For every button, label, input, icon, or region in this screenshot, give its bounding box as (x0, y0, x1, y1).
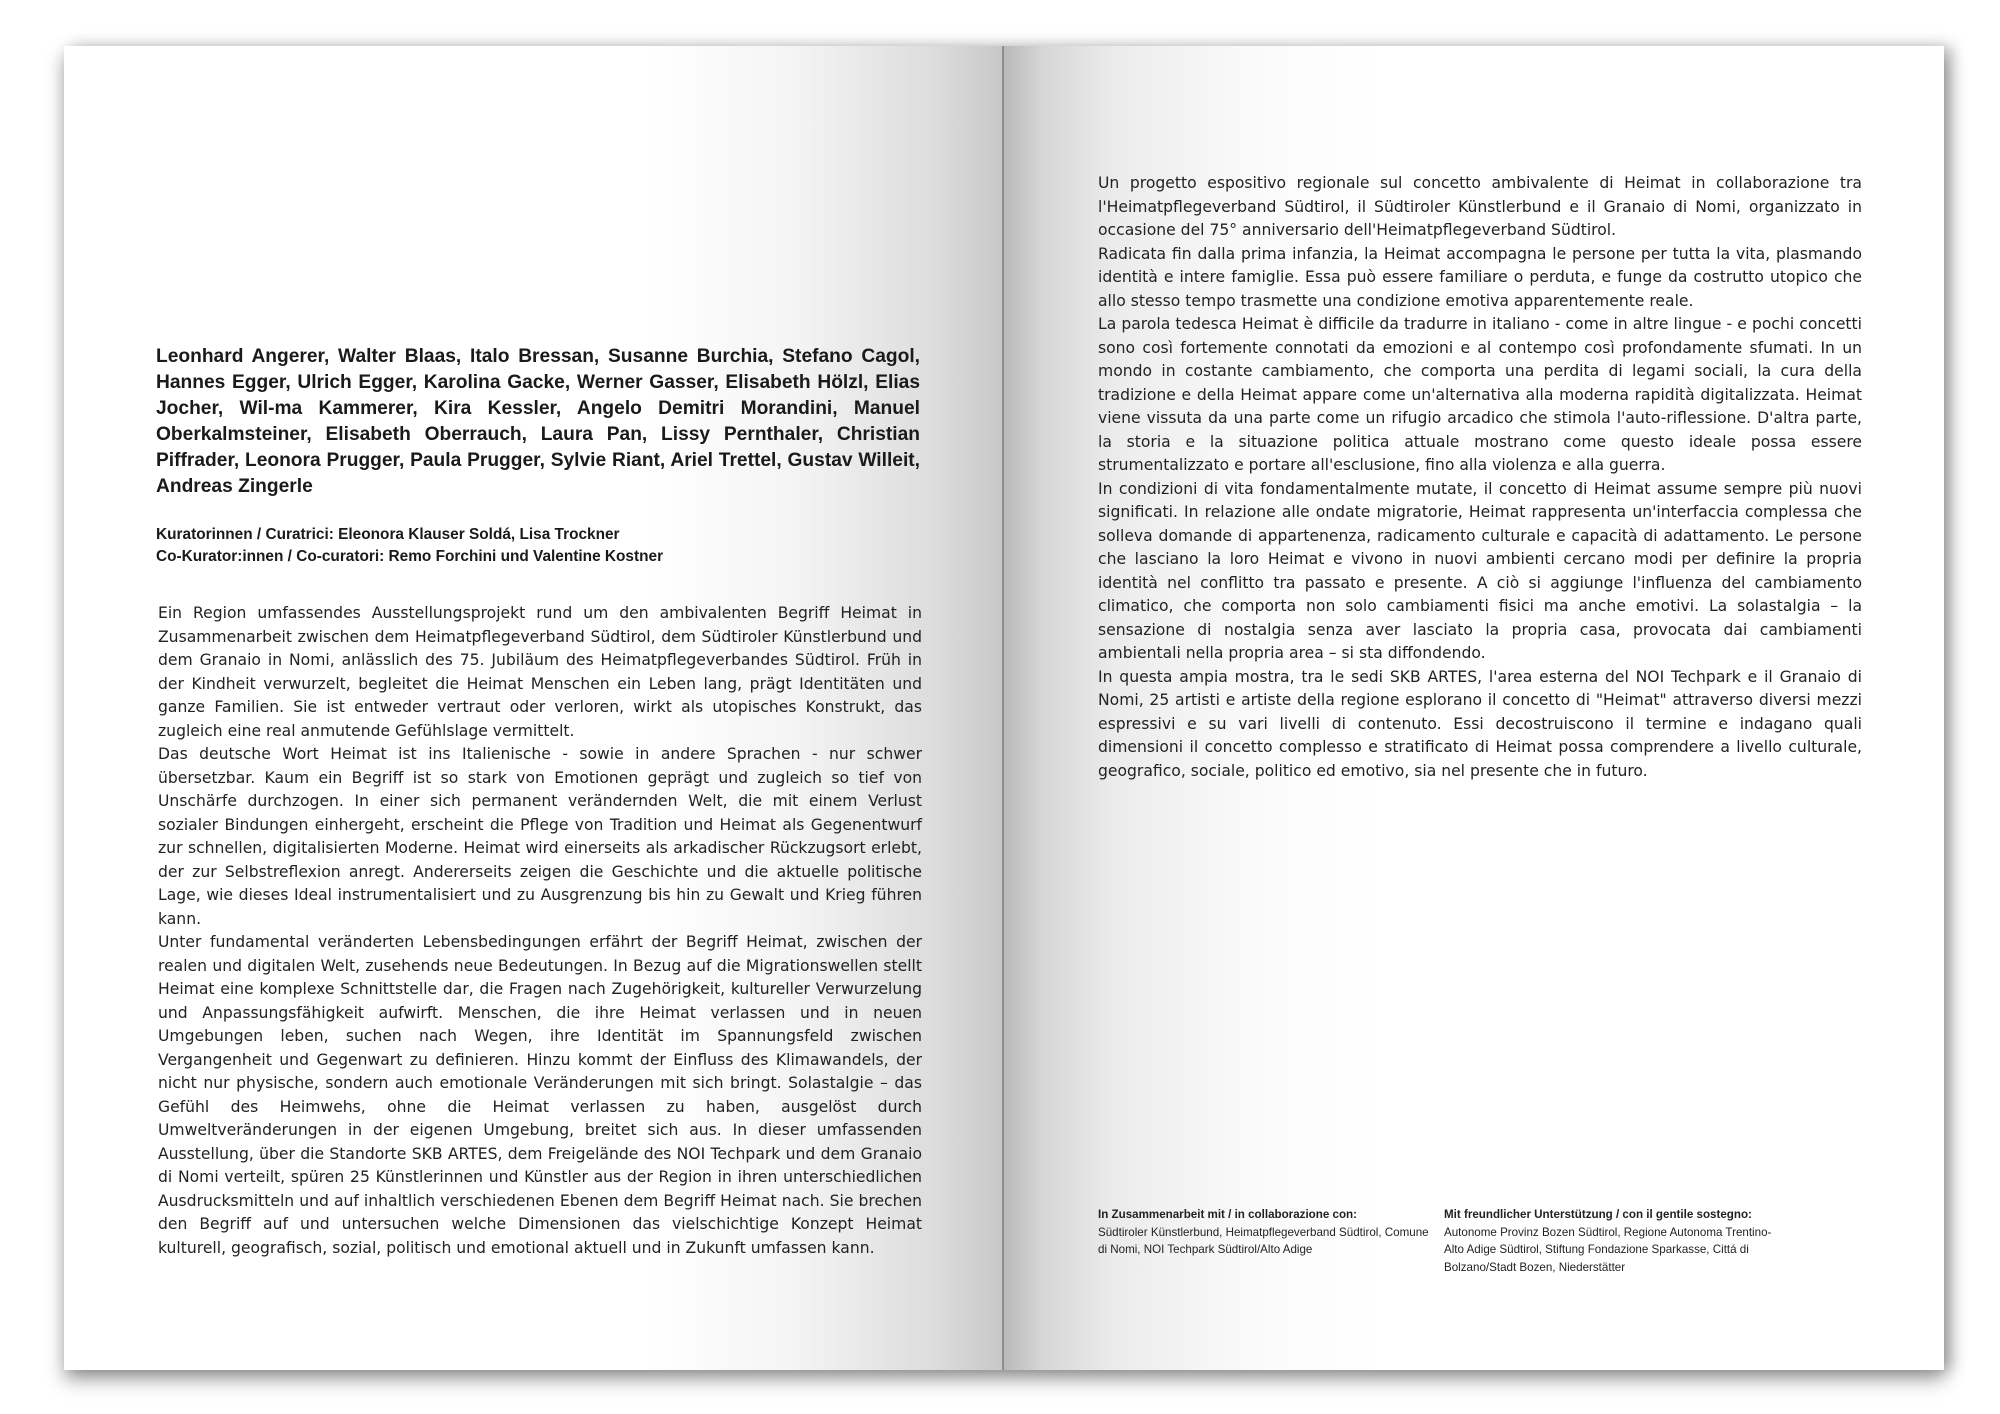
italian-paragraph: Un progetto espositivo regionale sul concetto ambivalente di Heimat in collaborazione tra l'Heimatpflegeverband Südtirol, il Südtiroler Künstlerbund e il Granaio di Nomi, organizzato in occasione del 75° anniversario dell'Heimatpflegeverband Südtirol. (1098, 174, 1862, 239)
support-credits (1444, 1206, 1784, 1276)
collaboration-heading: In Zusammenarbeit mit / in collaborazione con: (1098, 1208, 1357, 1221)
curators-line: Kuratorinnen / Curatrici: Eleonora Klauser Soldá, Lisa Trockner (156, 526, 620, 543)
italian-paragraph: Radicata fin dalla prima infanzia, la Heimat accompagna le persone per tutta la vita, plasmando identità e intere famiglie. Essa può essere familiare o perduta, e funge da costrutto utopico che allo stesso tempo trasmette una condizione emotiva apparentemente reale. (1098, 244, 1862, 310)
collaboration-credits (1098, 1206, 1438, 1259)
german-paragraph: Unter fundamental veränderten Lebensbedingungen erfährt der Begriff Heimat, zwischen der realen und digitalen Welt, zusehends neue Bedeutungen. In Bezug auf die Migrationswellen stellt Heimat eine komplexe Schnittstelle dar, die Fragen nach Zugehörigkeit, kultureller Verwurzelung und Anpassungsfähigkeit aufwirft. Menschen, die ihre Heimat verlassen und in neuen Umgebungen leben, suchen nach Wegen, ihre Identität im Spannungsfeld zwischen Vergangenheit und Gegenwart zu definieren. Hinzu kommt der Einfluss des Klimawandels, der nicht nur physische, sondern auch emotionale Veränderungen mit sich bringt. Solastalgie – das Gefühl des Heimwehs, ohne die Heimat verlassen zu haben, ausgelöst durch Umweltveränderungen in der eigenen Umgebung, breitet sich aus. In dieser umfassenden Ausstellung, über die Standorte SKB ARTES, dem Freigelände des NOI Techpark und dem Granaio di Nomi verteilt, spüren 25 Künstlerinnen und Künstler aus der Region in ihren unterschiedlichen Ausdrucksmitteln und auf inhaltlich verschiedenen Ebenen dem Begriff Heimat nach. Sie brechen den Begriff auf und untersuchen welche Dimensionen das vielschichtige Konzept Heimat kulturell, geografisch, sozial, politisch und emotional aktuell und in Zukunft umfassen kann. (158, 933, 922, 1257)
collaboration-partners: Südtiroler Künstlerbund, Heimatpflegeverband Südtirol, Comune di Nomi, NOI Techpark Südtirol/Alto Adige (1098, 1225, 1429, 1256)
open-booklet (64, 46, 1944, 1370)
german-paragraph: Das deutsche Wort Heimat ist ins Italienische - sowie in andere Sprachen - nur schwer übersetzbar. Kaum ein Begriff ist so stark von Emotionen geprägt und zugleich so tief von Unschärfe durchzogen. In einer sich permanent verändernden Welt, die mit einem Verlust sozialer Bindungen einhergeht, erscheint die Pflege von Tradition und Heimat als Gegenentwurf zur schnellen, digitalisierten Moderne. Heimat wird einerseits als arkadischer Rückzugsort erlebt, der zur Selbstreflexion anregt. Andererseits zeigen die Geschichte und die aktuelle politische Lage, wie dieses Ideal instrumentalisiert und zu Ausgrenzung bis hin zu Gewalt und Krieg führen kann. (158, 745, 922, 928)
support-heading: Mit freundlicher Unterstützung / con il gentile sostegno: (1444, 1208, 1752, 1221)
right-page (1004, 46, 1944, 1370)
italian-paragraph: La parola tedesca Heimat è difficile da tradurre in italiano - come in altre lingue - e pochi concetti sono così fortemente connotati da emozioni e al contempo così profondamente sfumati. In un mondo in costante cambiamento, che comporta una perdita di legami sociali, la cura della tradizione e della Heimat appare come un'alternativa alla moderna rapidità digitalizzata. Heimat viene vissuta da una parte come un rifugio arcadico che stimola l'auto-riflessione. D'altra parte, la storia e la situazione politica attuale mostrano come questo ideale possa essere strumentalizzato e portare all'esclusione, fino alla violenza e alla guerra. (1098, 315, 1862, 474)
artist-list: Leonhard Angerer, Walter Blaas, Italo Bressan, Susanne Burchia, Stefano Cagol, Hannes Egger, Ulrich Egger, Karolina Gacke, Werner Gasser, Elisabeth Hölzl, Elias Jocher, Wil-ma Kammerer, Kira Kessler, Angelo Demitri Morandini, Manuel Oberkalmsteiner, Elisabeth Oberrauch, Laura Pan, Lissy Pernthaler, Christian Piffrader, Leonora Prugger, Paula Prugger, Sylvie Riant, Ariel Trettel, Gustav Willeit, Andreas Zingerle (156, 346, 920, 497)
italian-text (1098, 172, 1862, 783)
left-page (64, 46, 1002, 1370)
italian-paragraph: In questa ampia mostra, tra le sedi SKB ARTES, l'area esterna del NOI Techpark e il Granaio di Nomi, 25 artisti e artiste della regione esplorano il concetto di "Heimat" attraverso diversi mezzi espressivi e su vari livelli di contenuto. Essi decostruiscono il termine e indagano quali dimensioni il concetto complesso e stratificato di Heimat possa comprendere a livello culturale, geografico, sociale, politico ed emotivo, sia nel presente che in futuro. (1098, 667, 1862, 780)
italian-paragraph: In condizioni di vita fondamentalmente mutate, il concetto di Heimat assume sempre più nuovi significati. In relazione alle ondate migratorie, Heimat rappresenta un'interfaccia complessa che solleva domande di appartenenza, radicamento culturale e capacità di adattamento. Le persone che lasciano la loro Heimat e vivono in nuovi ambienti cercano modi per definire la propria identità nel conflitto tra passato e presente. A ciò si aggiunge l'influenza del cambiamento climatico, che comporta non solo cambiamenti fisici ma anche emotivi. La solastalgia – la sensazione di nostalgia senza aver lasciato la propria casa, provocata dai cambiamenti ambientali nella propria area – si sta diffondendo. (1098, 479, 1862, 662)
german-paragraph: Ein Region umfassendes Ausstellungsprojekt rund um den ambivalenten Begriff Heimat in Zusammenarbeit zwischen dem Heimatpflegeverband Südtirol, dem Südtiroler Künstlerbund und dem Granaio in Nomi, anlässlich des 75. Jubiläum des Heimatpflegeverbandes Südtirol. Früh in der Kindheit verwurzelt, begleitet die Heimat Menschen ein Leben lang, prägt Identitäten und ganze Familien. Sie ist entweder vertraut oder verloren, wirkt als utopisches Konstrukt, das zugleich eine real anmutende Gefühlslage vermittelt. (158, 604, 922, 740)
german-text (158, 602, 922, 1260)
support-sponsors: Autonome Provinz Bozen Südtirol, Regione Autonoma Trentino-Alto Adige Südtirol, Stiftung Fondazione Sparkasse, Cittá di Bolzano/Stadt Bozen, Niederstätter (1444, 1225, 1772, 1274)
curators-block (156, 524, 920, 568)
co-curators-line: Co-Kurator:innen / Co-curatori: Remo Forchini und Valentine Kostner (156, 548, 664, 565)
